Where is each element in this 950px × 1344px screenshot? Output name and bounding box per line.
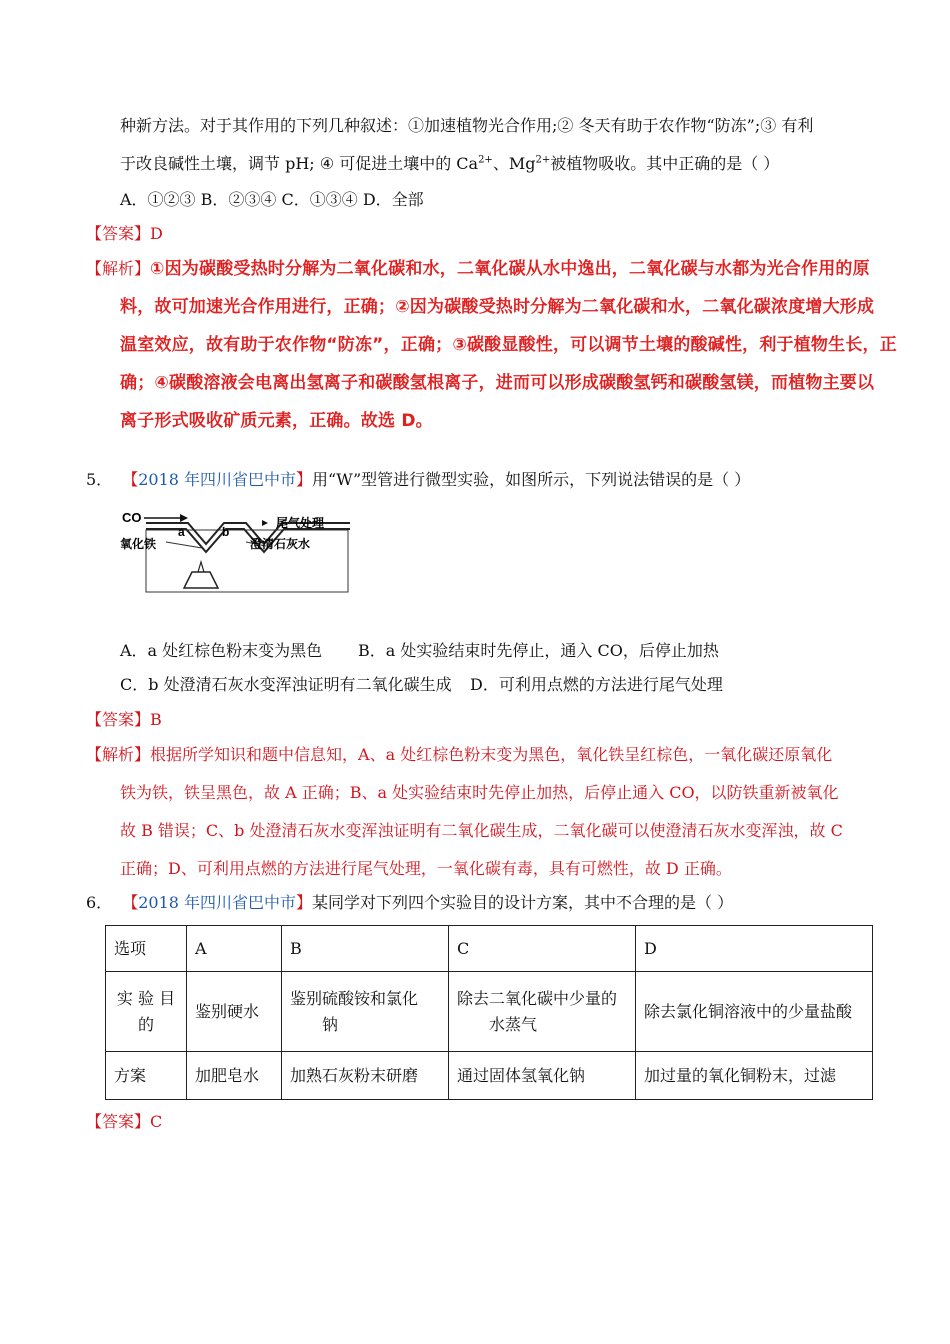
q4-analysis-line-5: 离子形式吸收矿质元素，正确。故选 D。 (120, 411, 433, 431)
lamp-flame (198, 562, 204, 572)
ca-charge: 2+ (478, 154, 493, 166)
co-arrow-head (180, 514, 188, 522)
cell-text: 的 (137, 1014, 154, 1034)
q5-stem (86, 469, 750, 491)
table-row (106, 972, 873, 1052)
header-cell: D (636, 926, 873, 972)
question-text: 用“W”型管进行微型实验，如图所示，下列说法错误的是（ ） (312, 470, 751, 489)
answer-label: 【答案】 (86, 710, 151, 729)
source-bracket-close: 】 (296, 893, 313, 912)
answer-value: B (150, 710, 162, 729)
source-tag: 2018 年四川省巴中市 (138, 893, 297, 912)
label-iron-oxide: 氧化铁 (120, 537, 157, 551)
q4-stem-text-a: 于改良碱性土壤，调节 pH; ④ 可促进土壤中的 Ca (120, 154, 479, 173)
q4-stem-text-b: 、Mg (492, 154, 536, 173)
table-cell: 加过量的氧化铜粉末，过滤 (636, 1052, 873, 1100)
cell-text: 鉴别硫酸铵和氯化 (290, 988, 419, 1008)
cell-text: 实 验 目 (116, 988, 176, 1008)
table-cell (282, 972, 449, 1052)
q6-options-table (105, 925, 873, 1100)
label-tail: 尾气处理 (276, 516, 325, 530)
q4-analysis-line-3: 温室效应，故有助于农作物“防冻”，正确；③碳酸显酸性，可以调节土壤的酸碱性，利于植物生长，正 (120, 335, 897, 355)
analysis-label: 【解析】 (86, 745, 151, 764)
iron-oxide-pointer (166, 542, 202, 548)
answer-value: D (150, 224, 163, 243)
source-bracket-open: 【 (130, 893, 139, 912)
label-limewater: 澄清石灰水 (250, 537, 311, 551)
table-cell: 通过固体氢氧化钠 (449, 1052, 636, 1100)
table-cell: 方案 (106, 1052, 187, 1100)
question-number: 6． (86, 893, 113, 912)
analysis-text: 根据所学知识和题中信息知，A、a 处红棕色粉末变为黑色，氧化铁呈红棕色，一氧化碳还原氧化 (150, 745, 833, 764)
diagram-frame (146, 530, 348, 592)
q6-stem (86, 892, 733, 914)
source-bracket-open: 【 (130, 470, 139, 489)
tail-arrow-head (262, 520, 268, 526)
q5-option-a: A．a 处红棕色粉末变为黑色 (120, 641, 323, 660)
table-row (106, 1052, 873, 1100)
q4-analysis-line-2: 料，故可加速光合作用进行，正确；②因为碳酸受热时分解为二氧化碳和水，二氧化碳浓度增大形成 (120, 297, 875, 317)
q4-stem-text-c: 被植物吸收。其中正确的是（ ） (550, 154, 780, 173)
cell-text: 钠 (322, 1014, 339, 1034)
answer-value: C (150, 1112, 163, 1131)
q5-answer (86, 709, 162, 731)
mg-charge: 2+ (535, 154, 551, 166)
analysis-label: 【解析】 (86, 259, 151, 278)
q5-analysis-line-2: 铁为铁，铁呈黑色，故 A 正确；B、a 处实验结束时先停止加热，后停止通入 CO，以防铁重新被氧化 (120, 783, 839, 802)
w-tube-diagram (118, 502, 350, 594)
q4-answer (86, 223, 163, 245)
header-cell: C (449, 926, 636, 972)
question-number: 5． (86, 470, 113, 489)
table-cell (449, 972, 636, 1052)
q4-analysis-line-4: 确；④碳酸溶液会电离出氢离子和碳酸氢根离子，进而可以形成碳酸氢钙和碳酸氢镁，而植物主要以 (120, 373, 875, 393)
table-cell: 除去氯化铜溶液中的少量盐酸 (636, 972, 873, 1052)
q4-stem-line-2 (120, 153, 779, 175)
cell-text: 水蒸气 (489, 1014, 538, 1034)
q5-analysis-line-3: 故 B 错误；C、b 处澄清石灰水变浑浊证明有二氧化碳生成，二氧化碳可以使澄清石灰水变浑浊，故 C (120, 821, 843, 840)
q5-analysis-line-1 (86, 744, 832, 766)
header-cell: B (282, 926, 449, 972)
q4-analysis (86, 258, 870, 280)
label-co: CO (122, 510, 142, 525)
table-cell (106, 972, 187, 1052)
q6-answer (86, 1111, 162, 1133)
q5-option-b: B．a 处实验结束时先停止，通入 CO，后停止加热 (358, 641, 719, 660)
q4-options: A．①②③ B．②③④ C．①③④ D．全部 (120, 190, 424, 209)
q4-analysis-line-1: ①因为碳酸受热时分解为二氧化碳和水，二氧化碳从水中逸出，二氧化碳与水都为光合作用的原 (150, 259, 870, 279)
answer-label: 【答案】 (86, 224, 151, 243)
table-cell: 加肥皂水 (187, 1052, 282, 1100)
q5-analysis-line-4: 正确；D、可利用点燃的方法进行尾气处理，一氧化碳有毒，具有可燃性，故 D 正确。 (120, 859, 732, 878)
header-cell: 选项 (106, 926, 187, 972)
label-b: b (222, 525, 230, 539)
source-tag: 2018 年四川省巴中市 (138, 470, 297, 489)
label-a: a (178, 525, 185, 539)
table-header-row (106, 926, 873, 972)
w-tube-inner (146, 529, 350, 552)
q5-option-d: D．可利用点燃的方法进行尾气处理 (470, 675, 723, 694)
q5-option-c: C．b 处澄清石灰水变浑浊证明有二氧化碳生成 (120, 675, 452, 694)
table-cell: 加熟石灰粉末研磨 (282, 1052, 449, 1100)
answer-label: 【答案】 (86, 1112, 151, 1131)
question-text: 某同学对下列四个实验目的设计方案，其中不合理的是（ ） (312, 893, 734, 912)
alcohol-lamp (184, 572, 218, 588)
cell-text: 除去二氧化碳中少量的 (457, 988, 618, 1008)
source-bracket-close: 】 (296, 470, 313, 489)
q4-stem-line-1: 种新方法。对于其作用的下列几种叙述：①加速植物光合作用;② 冬天有助于农作物“防冻”;③ 有利 (120, 116, 814, 135)
header-cell: A (187, 926, 282, 972)
table-cell: 鉴别硬水 (187, 972, 282, 1052)
